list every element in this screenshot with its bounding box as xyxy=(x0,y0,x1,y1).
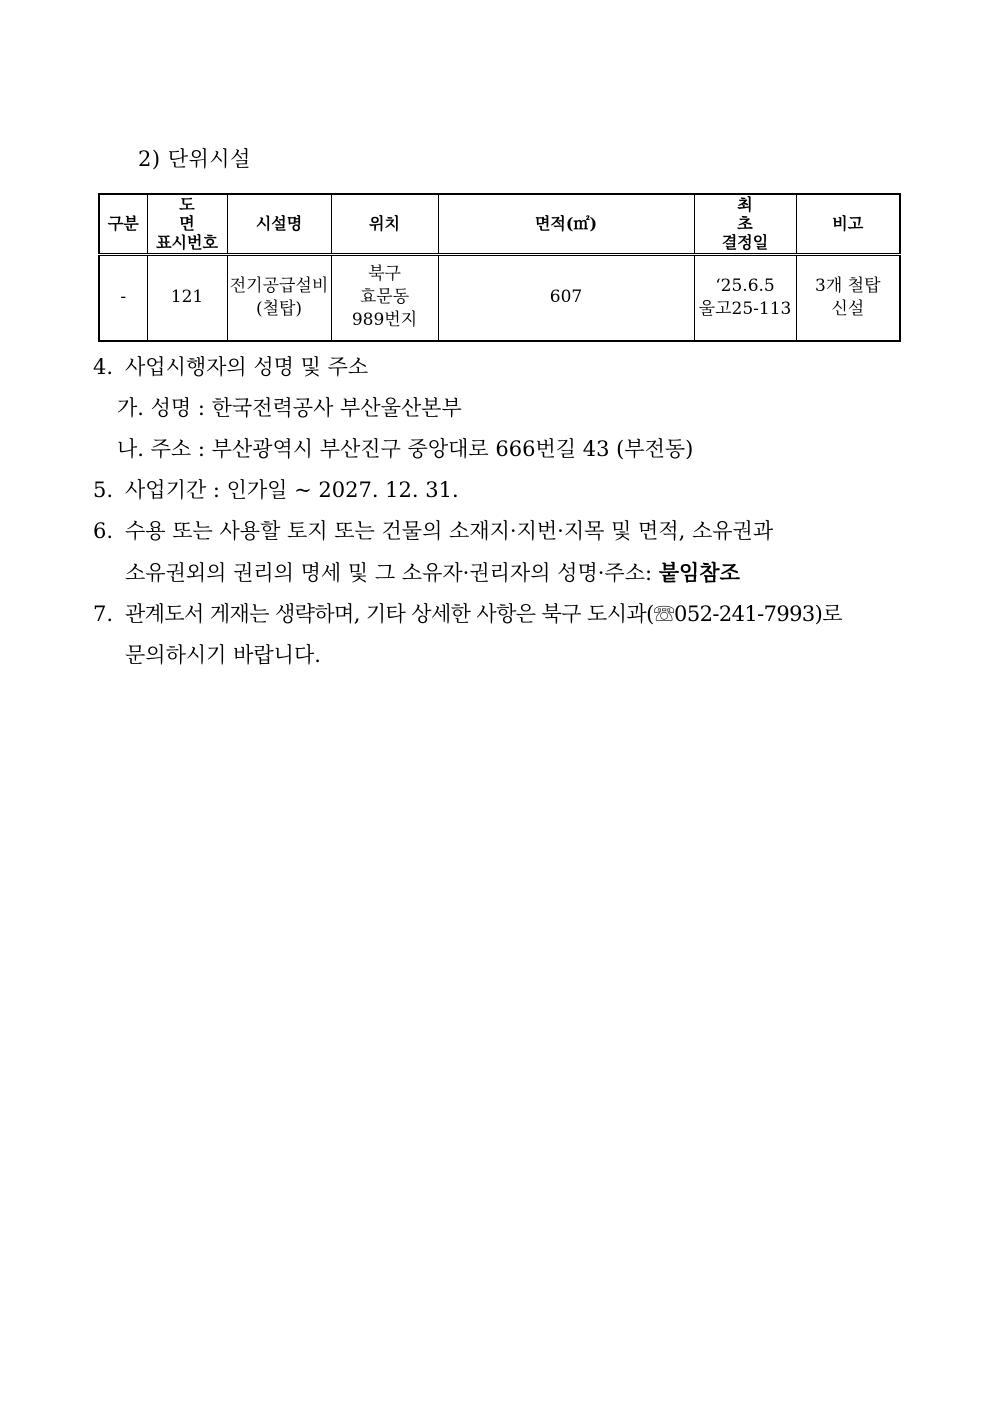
header-map-number-bottom: 표시번호 xyxy=(156,233,218,253)
section-title: 2) 단위시설 xyxy=(138,147,251,171)
decision-line2: 울고25-113 xyxy=(698,298,792,319)
cell-area: 607 xyxy=(438,254,694,341)
item-4-b: 나. 주소 : 부산광역시 부산진구 중앙대로 666번길 43 (부전동) xyxy=(117,437,694,461)
item-6-continuation xyxy=(93,552,913,594)
item-4 xyxy=(93,347,913,388)
item-4-text: 사업시행자의 성명 및 주소 xyxy=(125,355,369,379)
item-6-line2: 소유권외의 권리의 명세 및 그 소유자·권리자의 성명·주소: xyxy=(125,561,659,585)
header-decision-bottom: 결정일 xyxy=(721,233,769,253)
facility-table xyxy=(98,193,901,342)
item-6 xyxy=(93,511,913,552)
header-map-number xyxy=(147,194,227,254)
note-line2: 신설 xyxy=(831,298,865,319)
facility-name-line2: (철탑) xyxy=(255,298,303,319)
item-6-attachment-ref: 붙임참조 xyxy=(658,560,740,585)
item-7-number: 7. xyxy=(93,602,114,626)
cell-facility-name xyxy=(227,254,331,341)
location-line3: 989번지 xyxy=(351,310,418,331)
decision-line1: ‘25.6.5 xyxy=(715,275,775,296)
cell-map-number: 121 xyxy=(147,254,227,341)
header-decision-date xyxy=(694,194,796,254)
cell-location xyxy=(331,254,438,341)
item-4-a: 가. 성명 : 한국전력공사 부산울산본부 xyxy=(117,396,462,420)
item-7 xyxy=(93,594,913,635)
header-map-number-top: 도 면 xyxy=(179,195,213,234)
header-gubun: 구분 xyxy=(99,194,147,254)
cell-note xyxy=(796,254,900,341)
header-facility-name: 시설명 xyxy=(227,194,331,254)
facility-name-line1: 전기공급설비 xyxy=(229,275,329,296)
note-line1: 3개 철탑 xyxy=(815,275,881,296)
table-header-row xyxy=(99,194,900,254)
item-7-line1: 관계도서 게재는 생략하며, 기타 상세한 사항은 북구 도시과(☏052-241-7993)로 xyxy=(125,602,842,626)
item-7-continuation: 문의하시기 바랍니다. xyxy=(125,643,321,667)
item-5-text: 사업기간 : 인가일 ~ 2027. 12. 31. xyxy=(125,478,459,502)
table-row xyxy=(99,254,900,341)
cell-decision-date xyxy=(694,254,796,341)
location-line2: 효문동 xyxy=(359,287,410,308)
item-6-line1: 수용 또는 사용할 토지 또는 건물의 소재지·지번·지목 및 면적, 소유권과 xyxy=(125,519,774,543)
location-line1: 북구 xyxy=(368,264,401,285)
header-area: 면적(㎡) xyxy=(438,194,694,254)
header-location: 위치 xyxy=(331,194,438,254)
header-note: 비고 xyxy=(796,194,900,254)
item-list xyxy=(93,347,913,676)
item-6-number: 6. xyxy=(93,519,114,543)
item-5 xyxy=(93,470,913,511)
item-4-number: 4. xyxy=(93,355,114,379)
header-decision-top: 최 초 xyxy=(737,195,771,234)
item-5-number: 5. xyxy=(93,478,114,502)
cell-gubun: - xyxy=(99,254,147,341)
